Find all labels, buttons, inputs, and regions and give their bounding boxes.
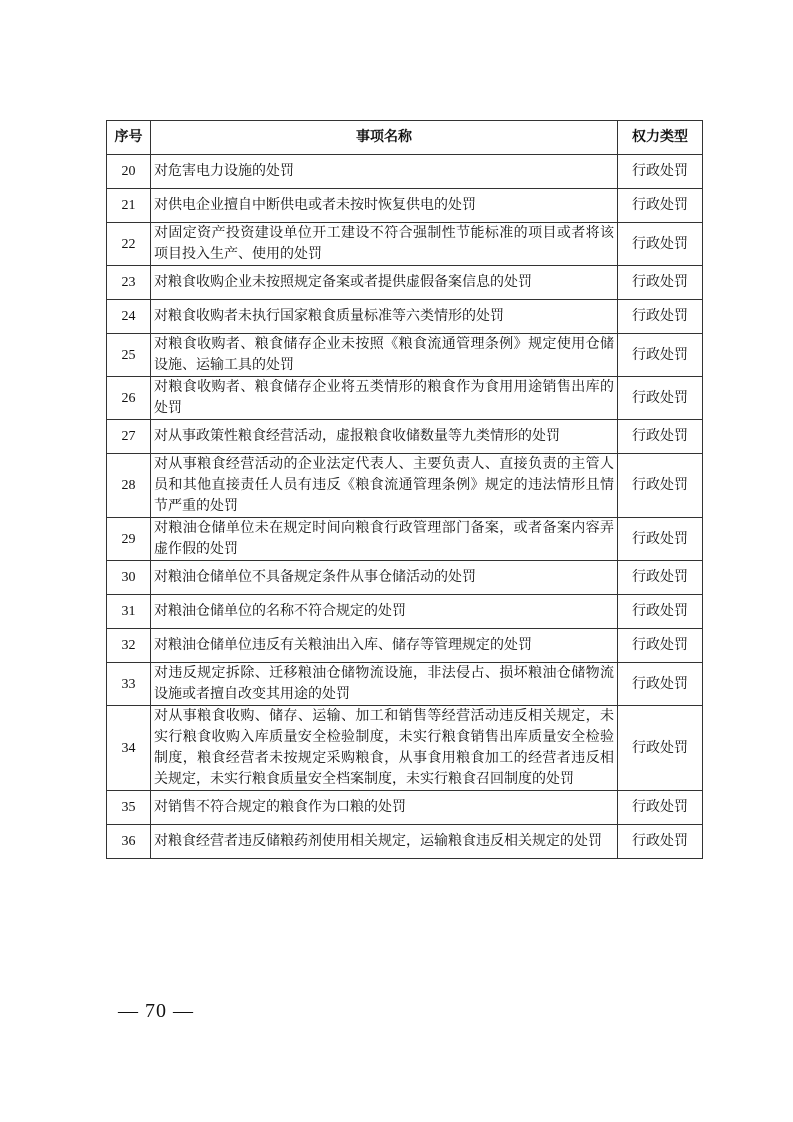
row-power-type: 行政处罚 [618, 155, 703, 189]
table-row [107, 223, 703, 266]
row-matter-name: 对粮食收购者、粮食储存企业未按照《粮食流通管理条例》规定使用仓储设施、运输工具的处罚 [151, 334, 618, 377]
table-row [107, 420, 703, 454]
row-power-type: 行政处罚 [618, 518, 703, 561]
row-power-type: 行政处罚 [618, 334, 703, 377]
row-serial-number: 20 [107, 155, 151, 189]
header-matter-name: 事项名称 [151, 121, 618, 155]
row-matter-name: 对危害电力设施的处罚 [151, 155, 618, 189]
row-serial-number: 29 [107, 518, 151, 561]
row-power-type: 行政处罚 [618, 266, 703, 300]
table-row [107, 300, 703, 334]
row-power-type: 行政处罚 [618, 825, 703, 859]
table-body [107, 155, 703, 859]
row-serial-number: 24 [107, 300, 151, 334]
row-matter-name: 对从事粮食收购、储存、运输、加工和销售等经营活动违反相关规定，未实行粮食收购入库质量安全检验制度，未实行粮食销售出库质量安全检验制度，粮食经营者未按规定采购粮食，从事食用粮食加工的经营者违反相关规定，未实行粮食质量安全档案制度，未实行粮食召回制度的处罚 [151, 706, 618, 791]
row-matter-name: 对固定资产投资建设单位开工建设不符合强制性节能标准的项目或者将该项目投入生产、使用的处罚 [151, 223, 618, 266]
row-matter-name: 对销售不符合规定的粮食作为口粮的处罚 [151, 791, 618, 825]
row-matter-name: 对违反规定拆除、迁移粮油仓储物流设施，非法侵占、损坏粮油仓储物流设施或者擅自改变其用途的处罚 [151, 663, 618, 706]
row-matter-name: 对从事政策性粮食经营活动，虚报粮食收储数量等九类情形的处罚 [151, 420, 618, 454]
table-header [107, 121, 703, 155]
header-power-type: 权力类型 [618, 121, 703, 155]
row-matter-name: 对粮食收购者未执行国家粮食质量标准等六类情形的处罚 [151, 300, 618, 334]
row-serial-number: 26 [107, 377, 151, 420]
table-row [107, 155, 703, 189]
row-serial-number: 32 [107, 629, 151, 663]
row-power-type: 行政处罚 [618, 791, 703, 825]
row-power-type: 行政处罚 [618, 377, 703, 420]
table-row [107, 377, 703, 420]
row-serial-number: 27 [107, 420, 151, 454]
row-power-type: 行政处罚 [618, 223, 703, 266]
row-serial-number: 25 [107, 334, 151, 377]
header-serial-number: 序号 [107, 121, 151, 155]
table-row [107, 561, 703, 595]
row-matter-name: 对粮油仓储单位的名称不符合规定的处罚 [151, 595, 618, 629]
row-power-type: 行政处罚 [618, 420, 703, 454]
row-power-type: 行政处罚 [618, 189, 703, 223]
row-power-type: 行政处罚 [618, 300, 703, 334]
row-serial-number: 34 [107, 706, 151, 791]
row-serial-number: 21 [107, 189, 151, 223]
table-row [107, 454, 703, 518]
table-row [107, 189, 703, 223]
table-row [107, 629, 703, 663]
table-row [107, 595, 703, 629]
row-matter-name: 对粮食收购者、粮食储存企业将五类情形的粮食作为食用用途销售出库的处罚 [151, 377, 618, 420]
row-serial-number: 36 [107, 825, 151, 859]
row-serial-number: 28 [107, 454, 151, 518]
row-matter-name: 对粮食经营者违反储粮药剂使用相关规定，运输粮食违反相关规定的处罚 [151, 825, 618, 859]
row-power-type: 行政处罚 [618, 706, 703, 791]
matters-table [106, 120, 703, 859]
table-row [107, 518, 703, 561]
table-row [107, 266, 703, 300]
table-row [107, 663, 703, 706]
row-serial-number: 22 [107, 223, 151, 266]
table-row [107, 334, 703, 377]
row-serial-number: 33 [107, 663, 151, 706]
row-matter-name: 对粮食收购企业未按照规定备案或者提供虚假备案信息的处罚 [151, 266, 618, 300]
row-power-type: 行政处罚 [618, 595, 703, 629]
table-row [107, 825, 703, 859]
row-power-type: 行政处罚 [618, 561, 703, 595]
row-serial-number: 30 [107, 561, 151, 595]
table-row [107, 706, 703, 791]
page-number: — 70 — [118, 1000, 194, 1022]
row-matter-name: 对粮油仓储单位不具备规定条件从事仓储活动的处罚 [151, 561, 618, 595]
row-matter-name: 对粮油仓储单位未在规定时间向粮食行政管理部门备案，或者备案内容弄虚作假的处罚 [151, 518, 618, 561]
row-serial-number: 31 [107, 595, 151, 629]
row-matter-name: 对粮油仓储单位违反有关粮油出入库、储存等管理规定的处罚 [151, 629, 618, 663]
row-power-type: 行政处罚 [618, 454, 703, 518]
row-power-type: 行政处罚 [618, 629, 703, 663]
header-row [107, 121, 703, 155]
row-matter-name: 对从事粮食经营活动的企业法定代表人、主要负责人、直接负责的主管人员和其他直接责任人员有违反《粮食流通管理条例》规定的违法情形且情节严重的处罚 [151, 454, 618, 518]
row-serial-number: 23 [107, 266, 151, 300]
row-power-type: 行政处罚 [618, 663, 703, 706]
row-serial-number: 35 [107, 791, 151, 825]
table-row [107, 791, 703, 825]
row-matter-name: 对供电企业擅自中断供电或者未按时恢复供电的处罚 [151, 189, 618, 223]
